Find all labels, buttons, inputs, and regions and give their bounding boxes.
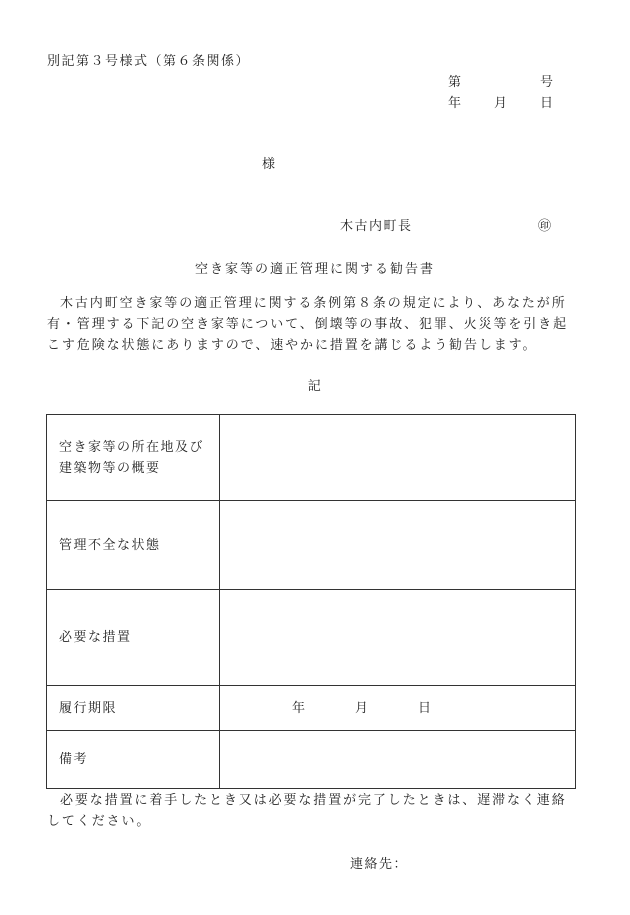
label-deadline: 履行期限 — [47, 686, 220, 731]
table-row — [47, 501, 576, 590]
footer-paragraph: 必要な措置に着手したとき又は必要な措置が完了したときは、遅滞なく連絡してください。 — [47, 793, 567, 829]
number-suffix: 号 — [540, 75, 555, 90]
issuer-name: 木古内町長 — [340, 219, 413, 234]
label-condition: 管理不全な状態 — [47, 501, 220, 590]
form-label: 別記第３号様式（第６条関係） — [47, 54, 251, 69]
document-title: 空き家等の適正管理に関する勧告書 — [194, 262, 435, 277]
table-row — [47, 415, 576, 501]
label-line: 建築物等の概要 — [59, 460, 161, 476]
label-location — [47, 415, 220, 501]
seal-mark: ㊞ — [538, 219, 553, 234]
body-paragraph: 木古内町空き家等の適正管理に関する条例第８条の規定により、あなたが所有・管理する下記の空き家等について、倒壊等の事故、犯罪、火災等を引き起こす危険な状態にありますので、速やかに措置を講じるよう勧告します。 — [47, 296, 568, 353]
table-row — [47, 731, 576, 789]
value-condition — [220, 501, 576, 590]
label-remarks: 備考 — [47, 731, 220, 789]
deadline-year: 年 — [292, 701, 307, 716]
date-month: 月 — [494, 96, 509, 111]
label-measures: 必要な措置 — [47, 590, 220, 686]
date-day: 日 — [540, 96, 555, 111]
value-measures — [220, 590, 576, 686]
label-line: 空き家等の所在地及び — [59, 439, 205, 455]
recommendation-table — [46, 414, 576, 789]
table-row — [47, 686, 576, 731]
ki-heading: 記 — [307, 379, 323, 394]
number-prefix: 第 — [448, 75, 463, 90]
deadline-month: 月 — [355, 701, 370, 716]
value-remarks — [220, 731, 576, 789]
value-deadline — [220, 686, 576, 731]
contact-label: 連絡先： — [350, 857, 409, 872]
date-year: 年 — [448, 96, 463, 111]
table-row — [47, 590, 576, 686]
addressee-suffix: 様 — [262, 157, 277, 172]
value-location — [220, 415, 576, 501]
deadline-day: 日 — [418, 701, 433, 716]
